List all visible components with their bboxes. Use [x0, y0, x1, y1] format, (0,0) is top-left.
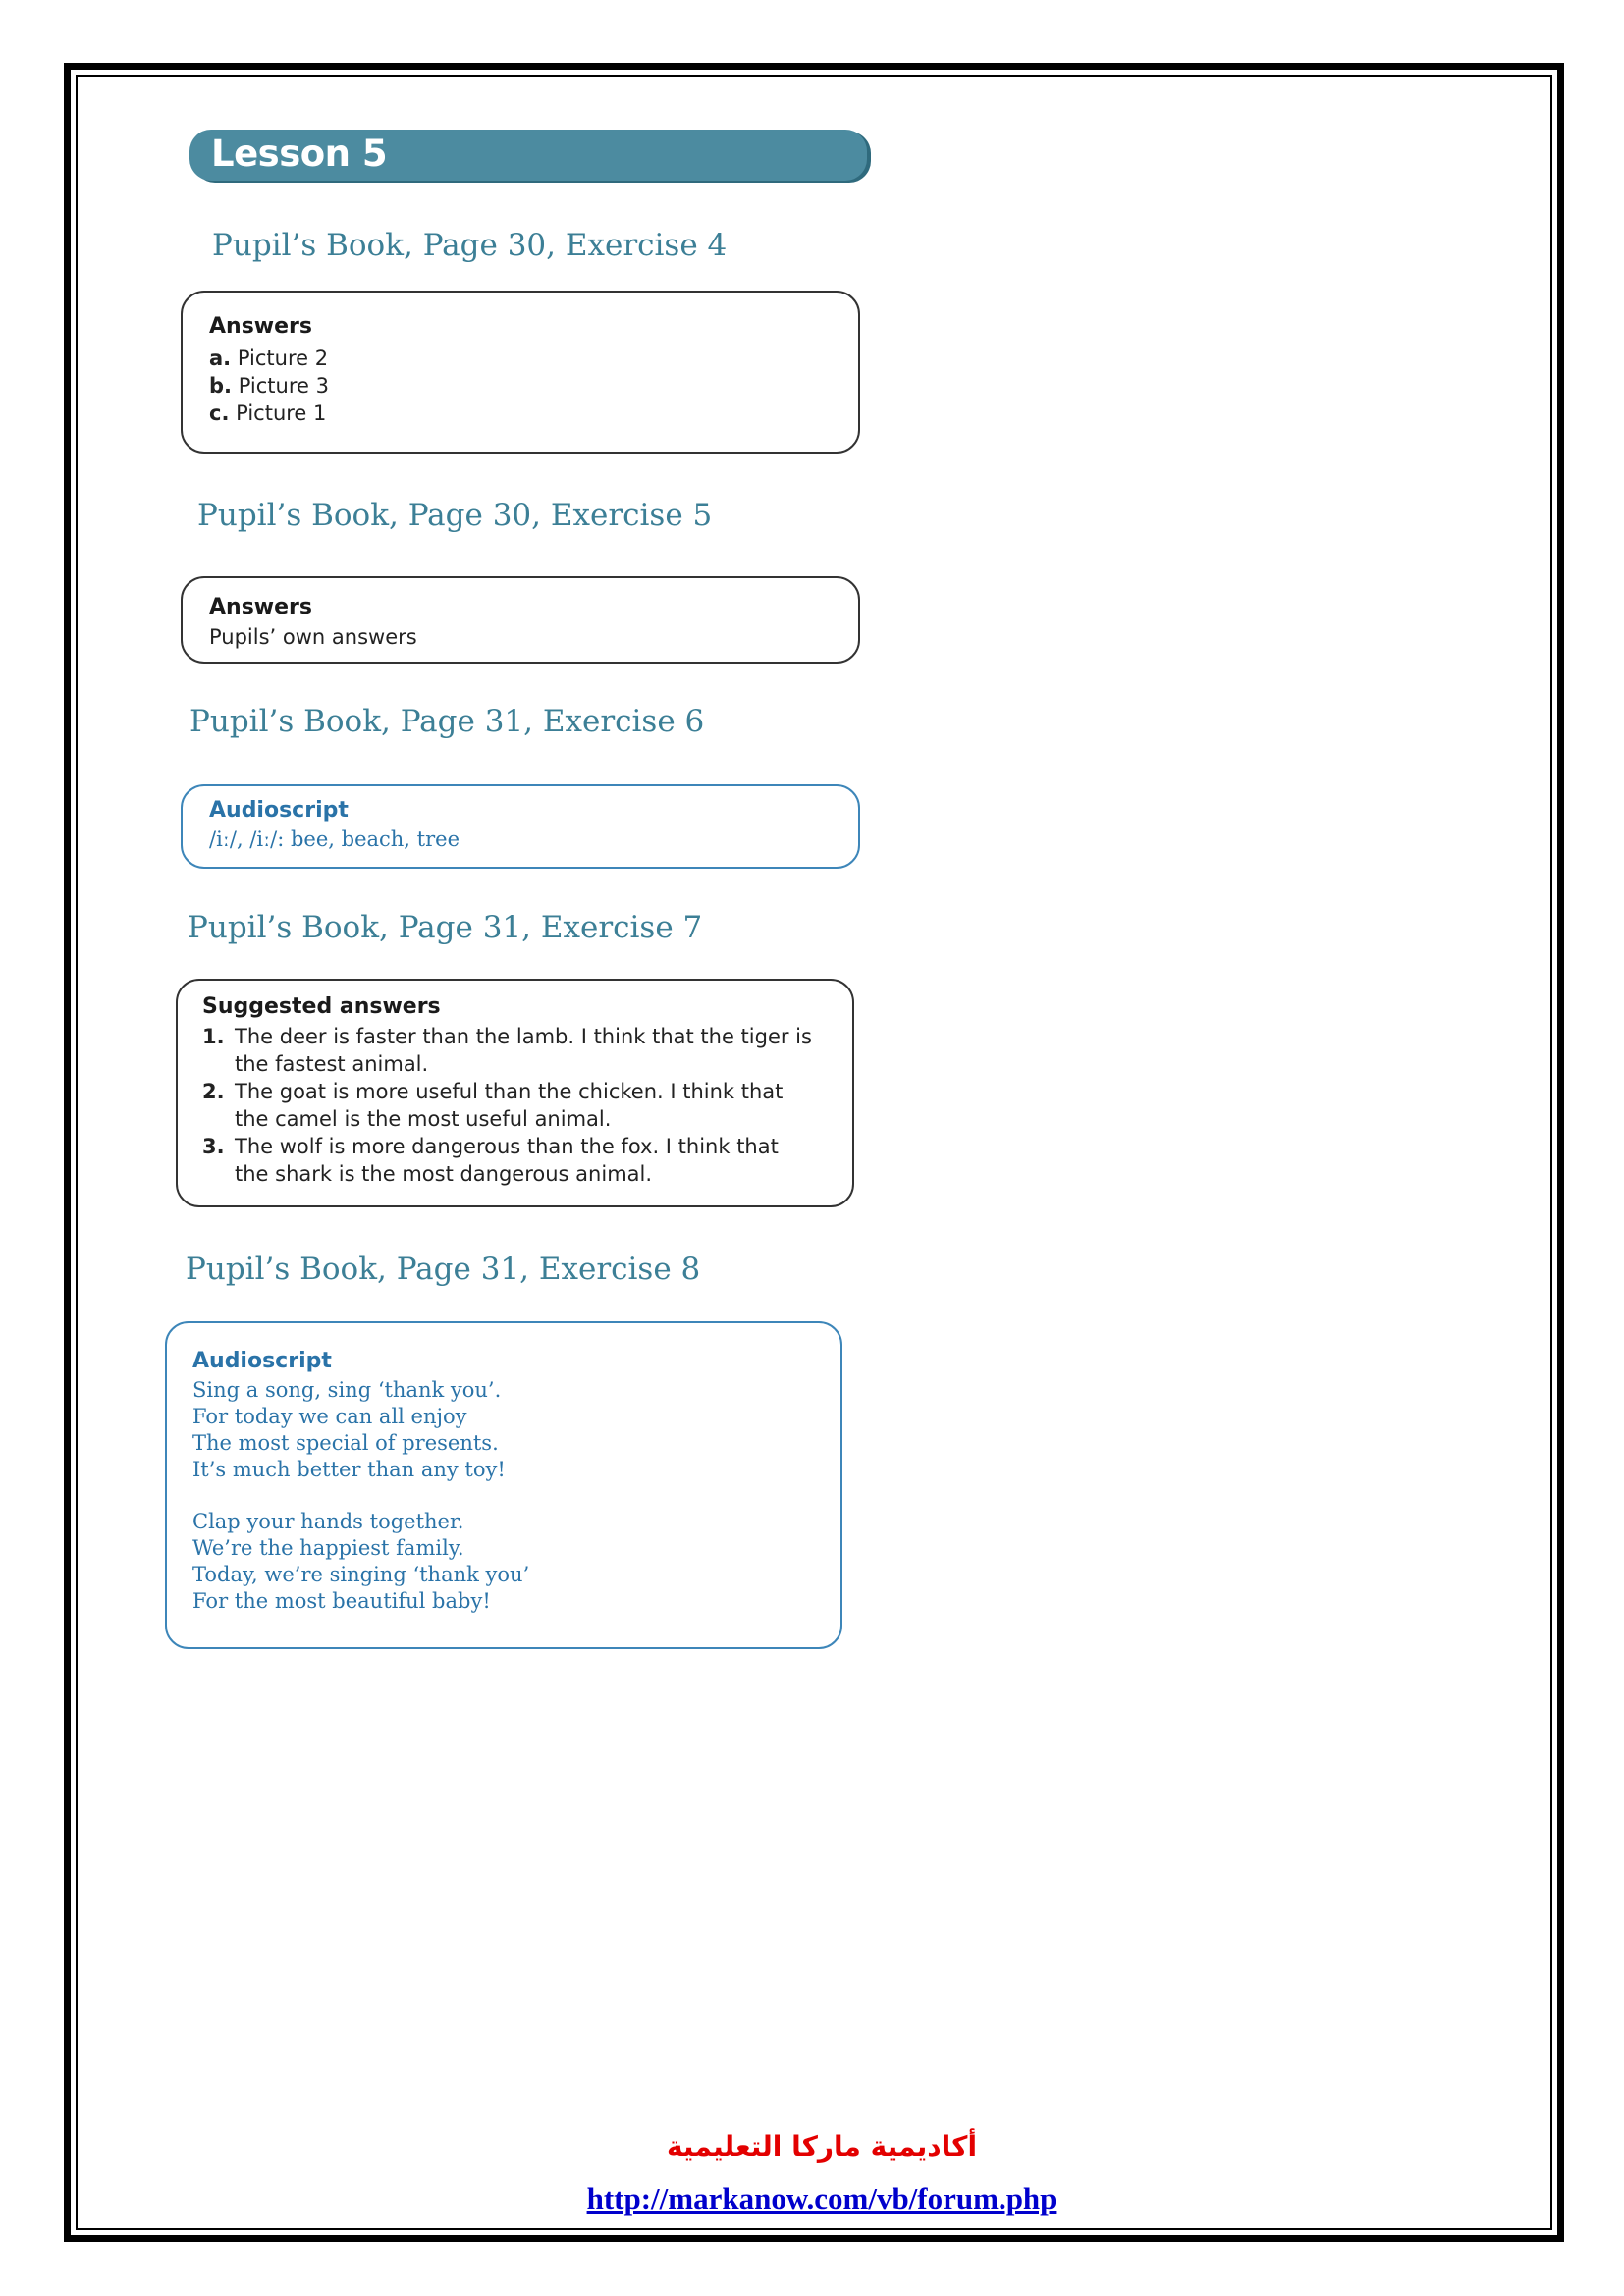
- song-line: For the most beautiful baby!: [192, 1589, 491, 1613]
- lesson-title: Lesson 5: [211, 133, 388, 175]
- answers-box-ex5: [181, 576, 860, 664]
- answer-item: b. Picture 3: [209, 374, 329, 398]
- lesson-banner: [189, 130, 867, 181]
- section-heading-ex6: Pupil’s Book, Page 31, Exercise 6: [189, 704, 705, 739]
- song-line: For today we can all enjoy: [192, 1405, 467, 1428]
- song-verse-2: [192, 1509, 840, 1615]
- box-title: Audioscript: [192, 1349, 332, 1373]
- box-title: Answers: [209, 595, 312, 619]
- section-heading-ex4: Pupil’s Book, Page 30, Exercise 4: [212, 228, 728, 263]
- list-item: 1. The deer is faster than the lamb. I think that the tiger is the fastest animal.: [202, 1025, 812, 1076]
- footer-link[interactable]: http://markanow.com/vb/forum.php: [586, 2181, 1057, 2216]
- box-title: Audioscript: [209, 798, 349, 823]
- audioscript-text: /iː/, /iː/: bee, beach, tree: [209, 828, 460, 851]
- song-line: Sing a song, sing ‘thank you’.: [192, 1378, 502, 1402]
- section-heading-ex8: Pupil’s Book, Page 31, Exercise 8: [186, 1252, 701, 1287]
- answer-text: Pupils’ own answers: [209, 625, 417, 649]
- song-line: Today, we’re singing ‘thank you’: [192, 1563, 530, 1586]
- answers-box-ex4: [181, 291, 860, 454]
- answer-item: a. Picture 2: [209, 347, 329, 370]
- song-line: It’s much better than any toy!: [192, 1458, 506, 1481]
- audioscript-box-ex8: [165, 1321, 842, 1649]
- audioscript-box-ex6: [181, 784, 860, 869]
- footer-academy-name: أكاديمية ماركا التعليمية: [666, 2130, 978, 2163]
- answer-item: c. Picture 1: [209, 401, 327, 425]
- section-heading-ex5: Pupil’s Book, Page 30, Exercise 5: [197, 498, 713, 533]
- box-title: Answers: [209, 314, 312, 339]
- song-line: We’re the happiest family.: [192, 1536, 464, 1560]
- song-verse-1: [192, 1377, 840, 1483]
- list-item: 2. The goat is more useful than the chicken. I think that the camel is the most useful animal.: [202, 1080, 784, 1131]
- song-line: Clap your hands together.: [192, 1510, 464, 1533]
- song-line: The most special of presents.: [192, 1431, 499, 1455]
- section-heading-ex7: Pupil’s Book, Page 31, Exercise 7: [188, 910, 703, 945]
- suggested-answers-box-ex7: [176, 979, 854, 1207]
- box-title: Suggested answers: [202, 994, 441, 1019]
- list-item: 3. The wolf is more dangerous than the fox. I think that the shark is the most dangerous animal.: [202, 1135, 779, 1186]
